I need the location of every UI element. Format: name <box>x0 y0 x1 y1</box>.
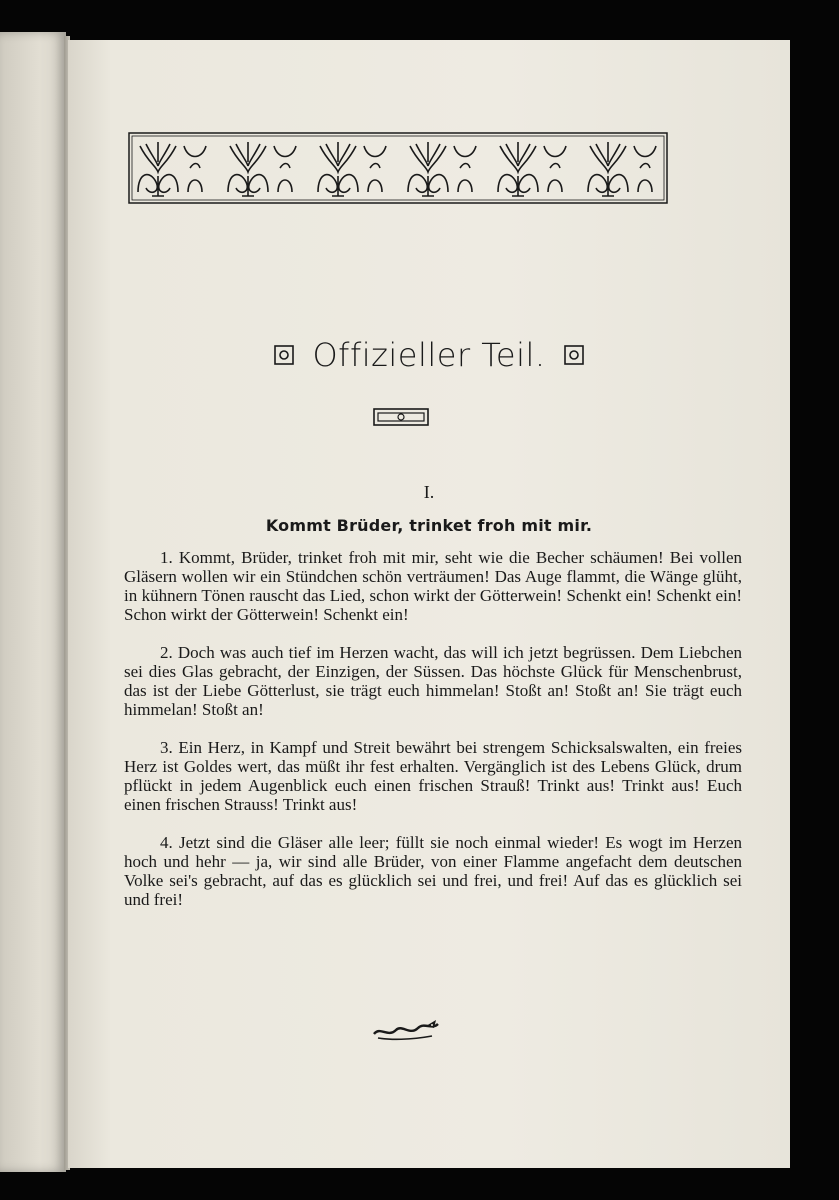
dragon-vignette-icon <box>370 1016 442 1042</box>
verse-list <box>124 548 742 928</box>
verse-paragraph: 3. Ein Herz, in Kampf und Streit bewährt bei strengem Schicksalswalten, ein freies Herz ist Goldes wert, das müßt ihr fest erhalten. Vergänglich ist des Lebens Glück, drum pflückt in jedem Augenblick euch einen frischen Strauß! Trinkt aus! Trinkt aus! Euch einen frischen Strauss! Trinkt aus! <box>124 738 742 814</box>
page-title: Offizieller Teil. <box>312 336 546 374</box>
song-title: Kommt Brüder, trinket froh mit mir. <box>265 516 593 535</box>
square-ornament-icon <box>274 345 294 365</box>
square-ornament-icon <box>564 345 584 365</box>
verse-paragraph: 2. Doch was auch tief im Herzen wacht, das will ich jetzt begrüssen. Dem Liebchen sei dies Glas gebracht, der Einzigen, der Süssen. Das höchste Glück für Menschenbrust, das ist der Liebe Götterlust, sie trägt euch himmelan! Stoßt an! Stoßt an! Sie trägt euch himmelan! Stoßt an! <box>124 643 742 719</box>
document-page <box>68 40 790 1168</box>
rule-ornament-icon <box>373 408 429 426</box>
verse-paragraph: 4. Jetzt sind die Gläser alle leer; füllt sie noch einmal wieder! Es wogt im Herzen hoch und hehr — ja, wir sind alle Brüder, von einer Flamme angefacht dem deutschen Volke sei's gebracht, auf das es glücklich sei und frei, und frei! Auf das es glücklich sei und frei! <box>124 833 742 909</box>
left-page-edge <box>0 32 66 1172</box>
art-nouveau-ornament-icon <box>128 132 668 204</box>
section-heading-row <box>68 336 790 374</box>
verse-paragraph: 1. Kommt, Brüder, trinket froh mit mir, seht wie die Becher schäumen! Bei vollen Gläsern wollen wir ein Stündchen schön verträumen! Das Auge flammt, die Wänge glüht, in kühnern Tönen rauscht das Lied, schon wirkt der Götterwein! Schenkt ein! Schenkt ein! Schon wirkt der Götterwein! Schenkt ein! <box>124 548 742 624</box>
song-number: I. <box>423 482 435 502</box>
